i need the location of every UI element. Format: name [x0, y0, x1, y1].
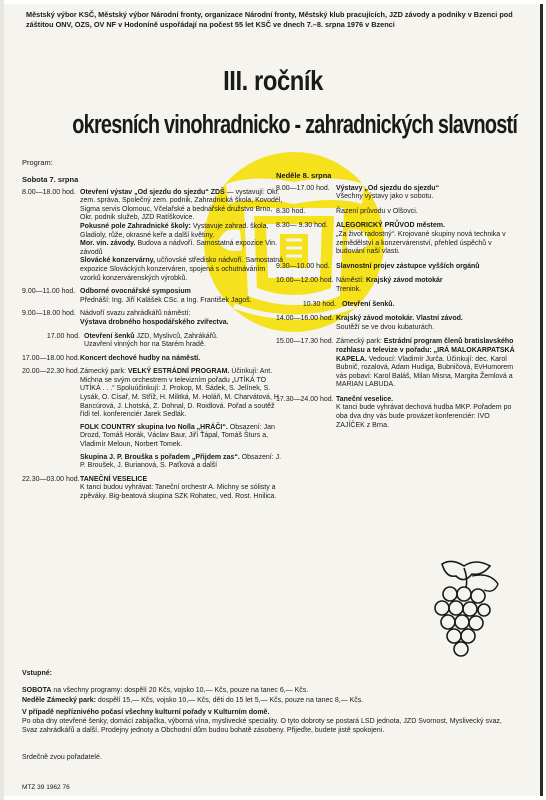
event-text: Všechny výstavy jako v sobotu.	[336, 193, 434, 201]
list-item	[276, 315, 520, 332]
event-title: Mor. vin. závody.	[80, 240, 136, 248]
event-title: Pokusné pole Zahradnické školy:	[80, 222, 191, 230]
event-title: Taneční veselice.	[336, 395, 394, 403]
list-item	[22, 189, 286, 284]
event-time: 8.30 hod.	[276, 207, 306, 215]
event-title: Skupina J. P. Brouška s pořadem „Přijdem zas“.	[80, 453, 240, 461]
list-item	[276, 208, 520, 217]
event-time: 8.00—18.00 hod.	[22, 188, 76, 196]
event-text: Vedoucí: Vladimír Jurča. Účinkují: dec. Karol Bubnič, rozalová, Adam Hudiga, Bubničová, EvHumorem vás pobaví: Karol Baláš, Milan Misna, Margita Žemlová a MARIAN LABUDA.	[336, 355, 514, 389]
list-item	[22, 310, 286, 327]
event-time: 9.00—18.00 hod.	[22, 310, 76, 318]
sunday-label: Neděle 8. srpna	[276, 171, 332, 180]
list-item	[22, 368, 286, 471]
title-line-2: okresních vinohradnicko - zahradnických slavností	[72, 111, 518, 139]
print-code: MTZ 39 1962 76	[22, 784, 70, 791]
event-title: Otevření výstav „Od sjezdu do sjezdu“ ZDŠ	[80, 188, 225, 196]
list-item	[22, 333, 286, 350]
event-text: Řazení průvodu v Olšovci.	[336, 207, 418, 215]
event-title: Odborné ovocnářské symposium	[80, 288, 191, 296]
event-text: Obsazení: Jan Drozd, Tomáš Horák, Václav Baur, Jiří Ťápal, Tomáš Šturs a, Vladimír Meloun, Norbert Tomek.	[80, 423, 275, 449]
list-item	[276, 301, 520, 310]
footer	[22, 670, 514, 740]
event-text: Trenink.	[336, 285, 362, 293]
list-item	[276, 277, 520, 294]
event-title: VELKÝ ESTRÁDNÍ PROGRAM.	[127, 368, 230, 376]
event-title: Estrádní program členů bratislavského rozhlasu a televize v pořadu: „IRÁ MALOKARPATSKÁ KAPELA.	[336, 338, 515, 363]
signature: Srdečně zvou pořadatelé.	[22, 754, 102, 761]
price-saturday	[22, 687, 514, 696]
event-title: FOLK COUNTRY skupina Ivo Nolla „HRÁČI“.	[80, 423, 228, 431]
event-time: 17.00 hod.	[46, 332, 80, 340]
saturday-label: Sobota 7. srpna	[22, 175, 79, 184]
event-time: 10.30 hod.	[302, 300, 336, 308]
list-item	[276, 185, 520, 202]
event-time: 20.00—22.30 hod.	[22, 368, 80, 376]
event-title: Krajský závod motokár	[365, 277, 443, 285]
program-label: Program:	[22, 158, 53, 167]
event-time: 9.00—11.00 hod.	[22, 288, 76, 296]
event-text: Účinkují: Ant. Michna se svým orchestrem v televizním pořadu „UTÍKÁ TO UTÍKÁ . . .“ Spoluúčinkují: J. Prokop, M. Šádek, S. Jelínek, S. Lysák, O. Císař, M. Stříž, H. Militká, M. Holáň, M. Charvátová, H. Bancúrová, J. Lhotská, Z. Dohnal, D. Roidlová. Pořad a soutěž řídí tel. konferenciér Jarek Sedlák.	[80, 368, 281, 419]
event-text: Přednáší: Ing. Jiří Kalášek CSc. a Ing. František Jagoš.	[80, 296, 252, 304]
event-title: Otevření šenků	[84, 332, 135, 340]
grapes-icon	[412, 554, 512, 664]
list-item	[22, 355, 286, 364]
event-text: Vystavuje zahrad. škola, Gladioly, růže, okrasné keře a další květiny.	[80, 222, 269, 239]
event-title: Krajský závod motokár. Vlastní závod.	[336, 315, 463, 323]
event-time: 8.30— 9.30 hod.	[276, 222, 328, 230]
event-time: 17.00—18.00 hod.	[22, 354, 80, 362]
price-label: SOBOTA	[22, 686, 52, 694]
event-title: Výstavy „Od sjezdu do sjezdu“	[336, 184, 440, 192]
list-item	[276, 222, 520, 256]
event-title: Otevření šenků.	[342, 300, 395, 308]
list-item	[276, 263, 520, 272]
price-text: na všechny programy: dospělí 20 Kčs, vojsko 10,— Kčs, pouze na tanec 6,— Kčs.	[53, 686, 309, 694]
event-time: 22.30—03.00 hod.	[22, 475, 80, 483]
event-title: Výstava drobného hospodářského zvířectva.	[80, 318, 229, 326]
saturday-column	[22, 175, 286, 507]
event-extra: Uzavření vinných hor na Starém hradě.	[84, 341, 206, 349]
event-time: 8.00—17.00 hod.	[276, 184, 330, 192]
event-title: Koncert dechové hudby na náměstí.	[80, 354, 201, 362]
event-time: 17.30—24.00 hod.	[276, 395, 334, 403]
title-line-1: III. ročník	[223, 65, 323, 96]
entry-label: Vstupné:	[22, 670, 52, 677]
event-text: Zámecký park:	[336, 338, 382, 346]
price-text: dospělí 15,— Kčs, vojsko 10,— Kčs, děti do 15 let 5,— Kčs, pouze na tanec 8,— Kčs.	[97, 696, 364, 704]
event-text: — vystavují: Okr. zem. správa, Společný zem. podnik, Zahradnická škola, Kovodél, Sigma servis Olomouc, Včelařské a bednářské družstvo Brno, Okr. podnik služeb, JZD Ratíškovice.	[80, 188, 283, 222]
list-item	[22, 476, 286, 502]
event-time: 9.30—10.00 hod.	[276, 262, 330, 270]
event-text: Nádvoří svazu zahrádkářů náměstí:	[80, 310, 191, 318]
weather-note	[22, 709, 514, 735]
list-item	[22, 288, 286, 305]
header-text: Městský výbor KSČ, Městský výbor Národní fronty, organizace Národní fronty, Městský klub pracujících, JZD závody a podniky v Bzenci pod záštitou ONV, OZS, OV NF v Hodoníně uspořádají na počest 55 let KSČ ve dnech 7.–8. srpna 1976 v Bzenci	[26, 10, 513, 29]
event-time: 10.00—12.00 hod.	[276, 277, 334, 285]
event-text: Soutěží se ve dvou kubaturách.	[336, 323, 435, 331]
list-item	[276, 396, 520, 430]
event-text: Zámecký park:	[80, 368, 126, 376]
event-text: JZD, Myslivců, Zahrákářů.	[136, 332, 218, 340]
event-title: ALEGORICKÝ PRŮVOD městem.	[336, 222, 445, 230]
weather-text: Po oba dny otevřené šenky, domácí zabijačka, výborná vína, myslivecké speciality. O tyto dobroty se postará LSD jednota, JZD Svornost, Myslivecký svaz, Svaz zahrádkářů a další. Prodejny jednoty a Obchodní dům budou bohatě zásobeny. Přijeďte, budete jistě spokojeni.	[22, 718, 502, 734]
sunday-column	[276, 172, 520, 435]
event-text: „Za život radostný“. Krojované skupiny nová technika v zemědělství a konzervárenství, přehled úspěchů v budování naší vlasti.	[336, 230, 506, 256]
event-text: Budova a nádvoří. Samostatná expozice Vin. závodů	[80, 240, 278, 256]
price-sunday	[22, 697, 514, 706]
event-title: Slovácké konzervárny,	[80, 257, 155, 265]
event-text: K tanci budou vyhrávat: Taneční orchestr A. Michny se sólisty a zpěváky. Big-beatová skupina SZK Rohatec, ved. Rost. Hnilica.	[80, 484, 277, 500]
event-title: Slavnostní projev zástupce vyšších orgánů	[336, 262, 480, 270]
event-text: Obsazení: J. P. Broušek, J. Burianová, S. Paťková a další	[80, 453, 282, 470]
event-time: 14.00—16.00 hod.	[276, 315, 334, 323]
event-text: Náměstí:	[336, 277, 365, 285]
event-title: TANEČNÍ VESELICE	[80, 475, 148, 483]
list-item	[276, 338, 520, 390]
event-time: 15.00—17.30 hod.	[276, 338, 334, 346]
price-label: Neděle Zámecký park:	[22, 696, 96, 704]
event-text: K tanci bude vyhrávat dechová hudba MKP. Pořadem po oba dva dny vás bude provázet konferenciér: IVO ZAJÍČEK z Brna.	[336, 404, 512, 429]
weather-title: V případě nepříznivého počasí všechny kulturní pořady v Kulturním domě.	[22, 709, 270, 717]
event-text: učňovské středisko nádvoří. Samostatná expozice Slováckých konzerváren, spojená s ochutnáváním vzorků konzervárenských výrobků.	[80, 257, 283, 282]
